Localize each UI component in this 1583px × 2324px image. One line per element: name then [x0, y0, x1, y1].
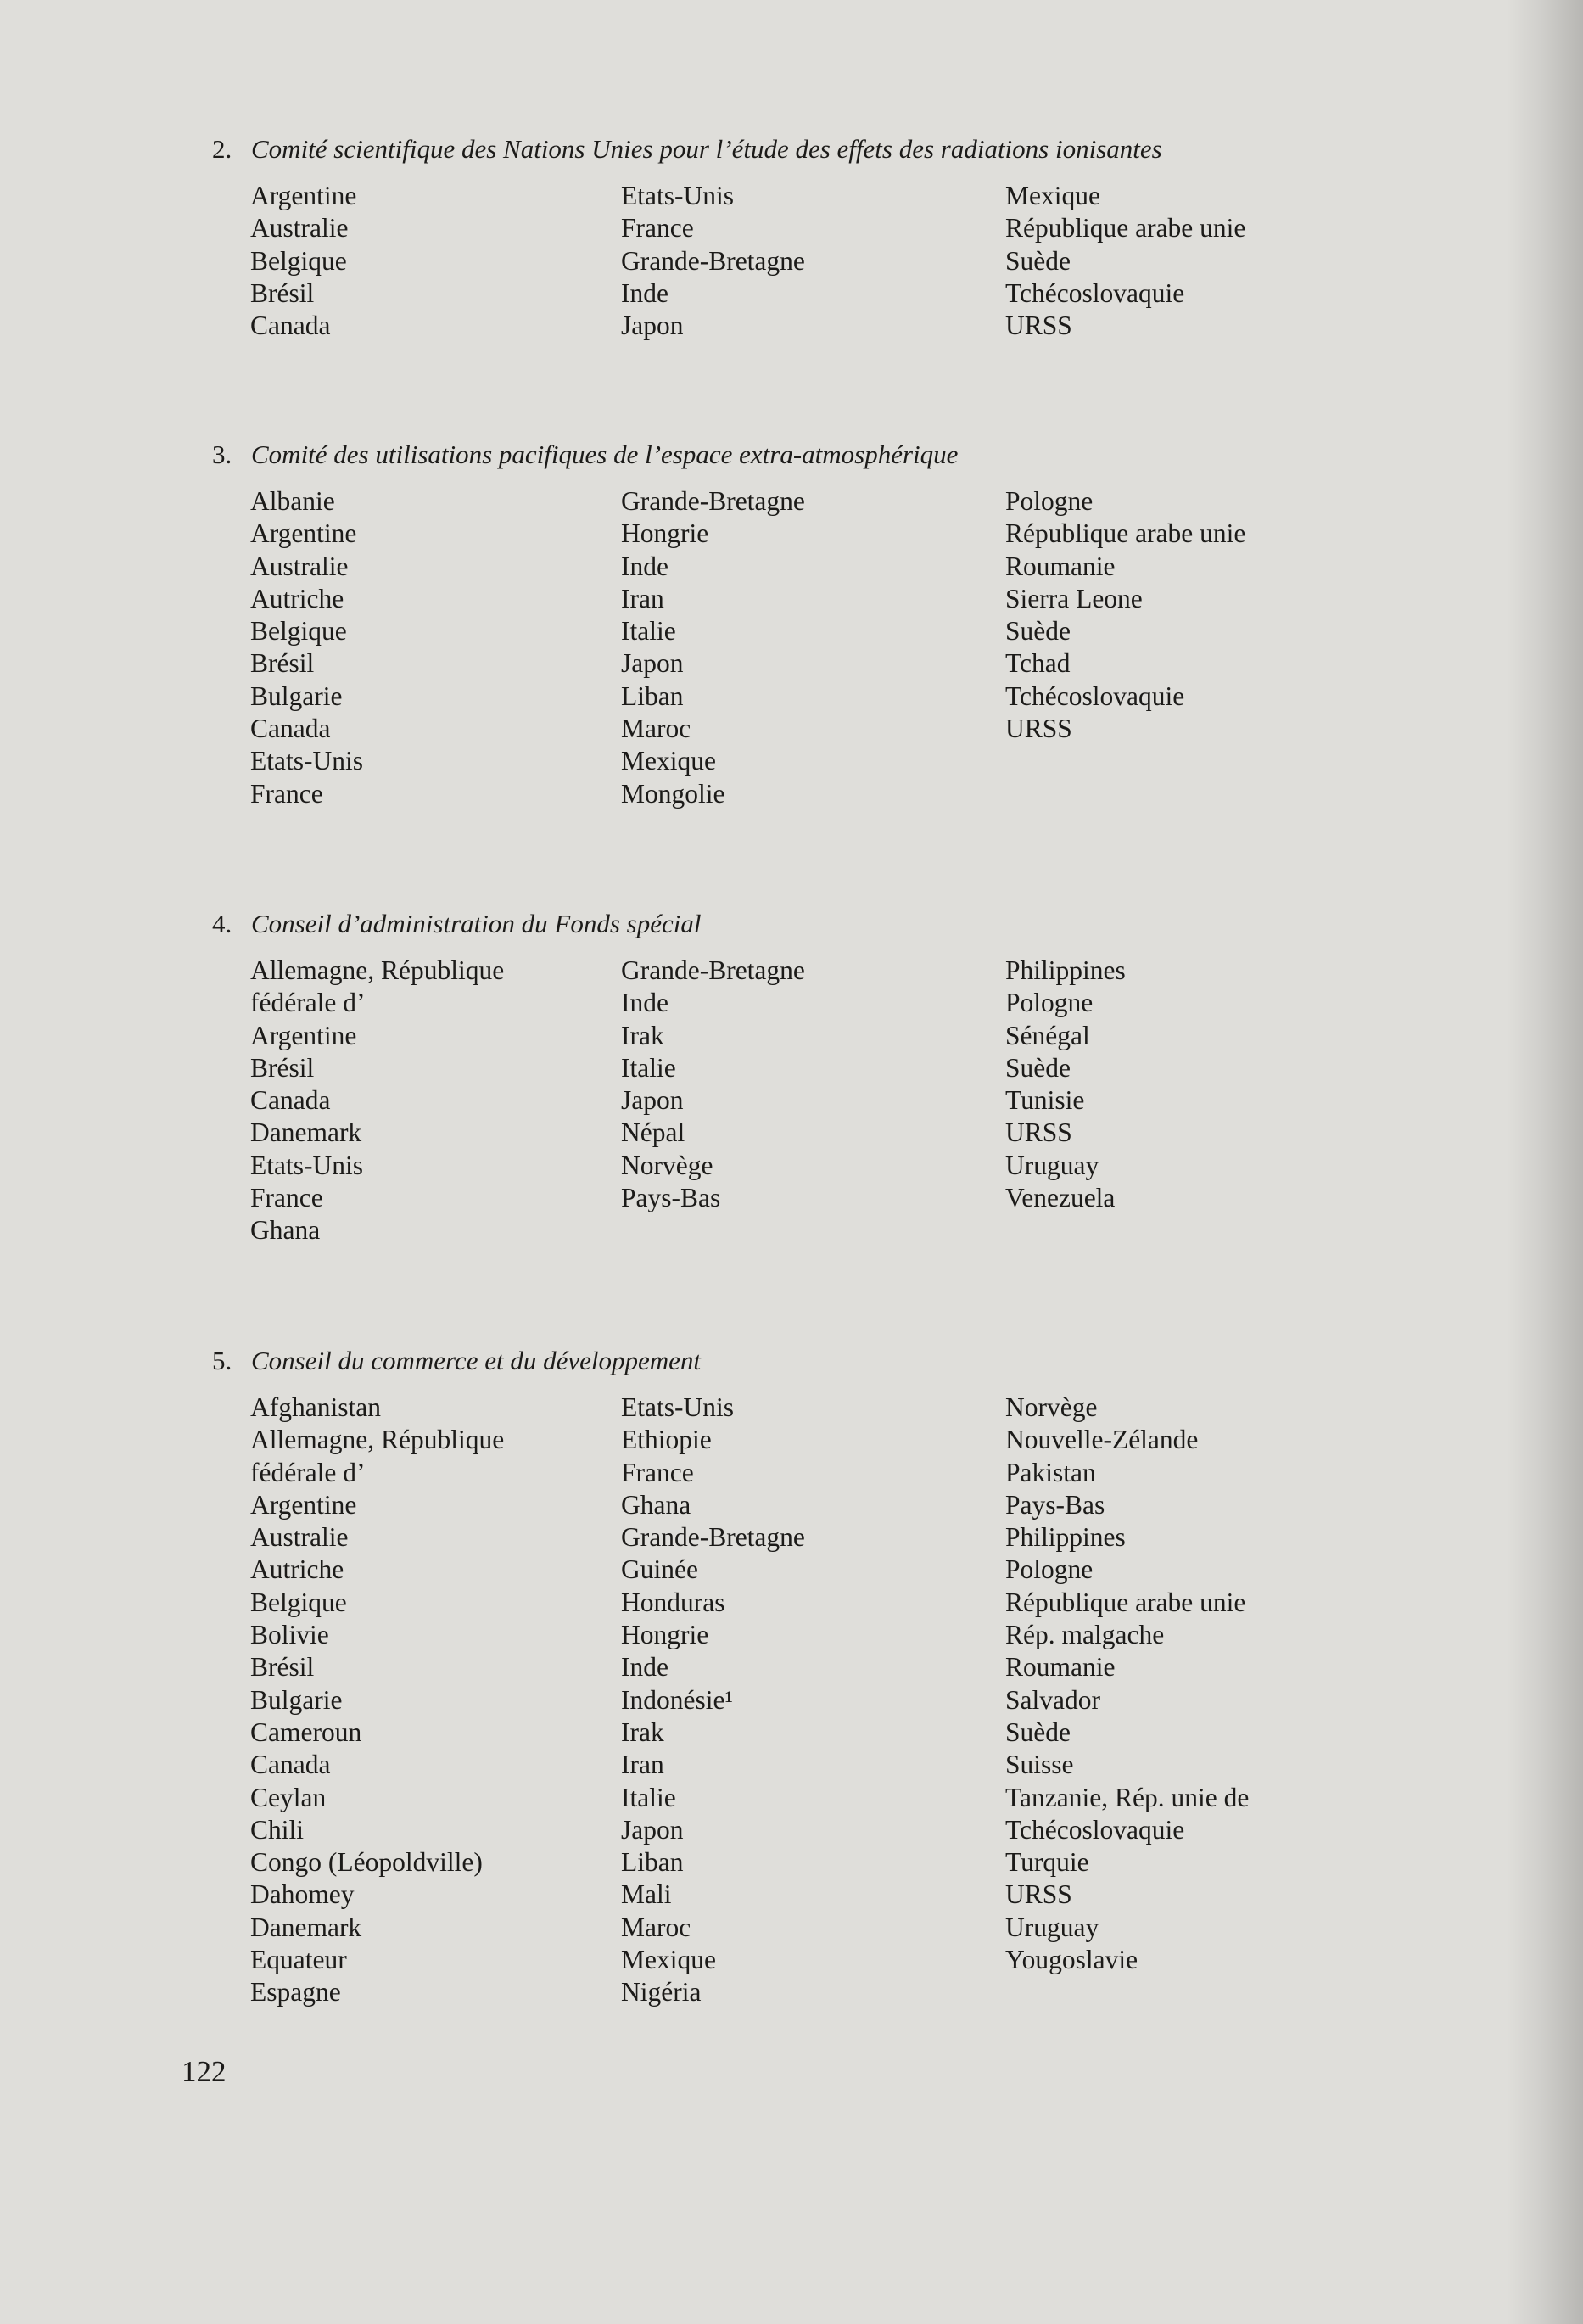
country-entry: Canada	[250, 714, 331, 744]
country-entry: Nigéria	[621, 1977, 702, 2008]
section-heading	[212, 1344, 1400, 1378]
country-entry: Italie	[621, 616, 676, 647]
country-entry: Belgique	[250, 1587, 347, 1617]
country-entry: Suède	[1005, 1716, 1071, 1747]
country-entry: Indonésie¹	[621, 1684, 733, 1715]
section-number: 2.	[212, 134, 232, 164]
country-entry: URSS	[1005, 1117, 1072, 1148]
country-entry: Irak	[621, 1716, 664, 1747]
country-column	[621, 180, 805, 342]
country-entry: Mali	[621, 1879, 672, 1910]
country-entry: Congo (Léopoldville)	[250, 1847, 483, 1878]
country-entry: Argentine	[250, 518, 357, 549]
country-column	[250, 485, 363, 810]
section-number: 4.	[212, 909, 232, 938]
country-column	[1005, 1392, 1249, 1976]
country-entry: Autriche	[250, 583, 344, 613]
country-entry: Inde	[621, 988, 668, 1018]
country-entry: Iran	[621, 1750, 664, 1780]
country-entry: Albanie	[250, 486, 335, 516]
country-entry: Canada	[250, 1750, 331, 1780]
country-entry: Pologne	[1005, 988, 1094, 1018]
country-entry: Grande-Bretagne	[621, 1522, 805, 1553]
country-entry: Pays-Bas	[1005, 1489, 1105, 1520]
country-entry: fédérale d’	[250, 1457, 366, 1487]
country-entry: Norvège	[1005, 1392, 1098, 1422]
binding-shadow	[1507, 0, 1583, 2324]
country-entry: France	[250, 1183, 323, 1213]
country-entry: Brésil	[250, 1052, 315, 1083]
country-entry: Hongrie	[621, 1620, 709, 1650]
country-entry: France	[621, 1457, 694, 1487]
country-entry: Suisse	[1005, 1750, 1074, 1780]
country-entry: Suède	[1005, 616, 1071, 647]
country-entry: Japon	[621, 648, 684, 679]
country-entry: Japon	[621, 1814, 684, 1845]
country-entry: Mexique	[621, 1945, 716, 1975]
country-entry: Roumanie	[1005, 551, 1116, 581]
section-radiations-committee	[212, 132, 1400, 343]
country-column	[1005, 485, 1245, 745]
country-entry: Chili	[250, 1814, 305, 1845]
country-entry: Yougoslavie	[1005, 1945, 1138, 1975]
country-entry: Japon	[621, 1085, 684, 1116]
country-entry: Argentine	[250, 1489, 357, 1520]
country-entry: France	[250, 778, 323, 809]
section-special-fund-council	[212, 907, 1400, 1247]
member-columns	[250, 1392, 1400, 2009]
country-entry: Dahomey	[250, 1879, 355, 1910]
country-entry: Grande-Bretagne	[621, 486, 805, 516]
country-entry: Argentine	[250, 1020, 357, 1050]
country-entry: Inde	[621, 1652, 668, 1683]
country-entry: Suède	[1005, 245, 1071, 276]
country-column	[621, 955, 805, 1214]
country-entry: Inde	[621, 277, 668, 308]
section-title: Comité scientifique des Nations Unies pour l’étude des effets des radiations ionisantes	[251, 134, 1162, 164]
country-entry: Maroc	[621, 714, 691, 744]
section-number: 3.	[212, 440, 232, 469]
country-entry: Philippines	[1005, 1522, 1126, 1553]
country-entry: Uruguay	[1005, 1912, 1099, 1942]
section-title: Conseil d’administration du Fonds spécial	[251, 909, 702, 938]
country-entry: Japon	[621, 311, 684, 341]
country-entry: Canada	[250, 1085, 331, 1116]
country-entry: Ghana	[250, 1215, 321, 1246]
country-entry: Hongrie	[621, 518, 709, 549]
country-entry: Bulgarie	[250, 1684, 343, 1715]
section-heading	[212, 132, 1400, 166]
country-entry: URSS	[1005, 1879, 1072, 1910]
country-entry: Tunisie	[1005, 1085, 1085, 1116]
country-entry: Danemark	[250, 1117, 362, 1148]
country-entry: Guinée	[621, 1554, 698, 1585]
country-entry: Grande-Bretagne	[621, 245, 805, 276]
country-entry: Uruguay	[1005, 1150, 1099, 1180]
country-entry: Australie	[250, 551, 349, 581]
country-entry: URSS	[1005, 714, 1072, 744]
country-entry: Canada	[250, 311, 331, 341]
country-entry: Pologne	[1005, 1554, 1094, 1585]
country-entry: Brésil	[250, 1652, 315, 1683]
country-entry: Rép. malgache	[1005, 1620, 1165, 1650]
country-entry: Belgique	[250, 245, 347, 276]
member-columns	[250, 180, 1400, 343]
country-entry: Afghanistan	[250, 1392, 381, 1422]
country-entry: Népal	[621, 1117, 685, 1148]
country-entry: Brésil	[250, 277, 315, 308]
country-column	[250, 1392, 504, 2009]
country-entry: Ceylan	[250, 1782, 327, 1812]
country-entry: Pays-Bas	[621, 1183, 721, 1213]
country-entry: Cameroun	[250, 1716, 362, 1747]
country-entry: Tchad	[1005, 648, 1071, 679]
country-entry: Pakistan	[1005, 1457, 1096, 1487]
country-entry: Mexique	[1005, 181, 1100, 210]
country-entry: Nouvelle-Zélande	[1005, 1425, 1199, 1455]
country-entry: Mexique	[621, 746, 716, 776]
country-entry: Allemagne, République	[250, 955, 505, 985]
member-columns	[250, 485, 1400, 810]
country-entry: Roumanie	[1005, 1652, 1116, 1683]
page-number: 122	[182, 2055, 227, 2088]
country-column	[1005, 955, 1126, 1214]
member-columns	[250, 955, 1400, 1247]
section-title: Comité des utilisations pacifiques de l’espace extra-atmosphérique	[251, 440, 959, 469]
country-entry: Philippines	[1005, 955, 1126, 985]
country-entry: Norvège	[621, 1150, 713, 1180]
country-entry: Tchécoslovaquie	[1005, 277, 1185, 308]
country-entry: Inde	[621, 551, 668, 581]
country-entry: République arabe unie	[1005, 518, 1246, 549]
country-entry: Bulgarie	[250, 680, 343, 711]
country-entry: Italie	[621, 1052, 676, 1083]
country-entry: Italie	[621, 1782, 676, 1812]
country-entry: Australie	[250, 1522, 349, 1553]
section-number: 5.	[212, 1346, 232, 1375]
country-entry: France	[621, 213, 694, 244]
country-column	[250, 180, 356, 342]
country-entry: fédérale d’	[250, 988, 366, 1018]
country-entry: Sénégal	[1005, 1020, 1090, 1050]
country-entry: Liban	[621, 1847, 684, 1878]
country-entry: Equateur	[250, 1945, 347, 1975]
country-entry: Turquie	[1005, 1847, 1089, 1878]
section-title: Conseil du commerce et du développement	[251, 1346, 701, 1375]
country-entry: Ghana	[621, 1489, 691, 1520]
country-column	[1005, 180, 1245, 342]
country-entry: Ethiopie	[621, 1425, 712, 1455]
country-entry: Salvador	[1005, 1684, 1100, 1715]
country-entry: Australie	[250, 213, 349, 244]
country-entry: Pologne	[1005, 486, 1094, 516]
country-entry: Danemark	[250, 1912, 362, 1942]
country-entry: Grande-Bretagne	[621, 955, 805, 985]
country-entry: Honduras	[621, 1587, 725, 1617]
section-trade-development-board	[212, 1344, 1400, 2009]
country-entry: Tchécoslovaquie	[1005, 680, 1185, 711]
country-entry: Liban	[621, 680, 684, 711]
section-outer-space-committee	[212, 438, 1400, 810]
country-entry: Maroc	[621, 1912, 691, 1942]
country-entry: Sierra Leone	[1005, 583, 1143, 613]
country-entry: Allemagne, République	[250, 1425, 505, 1455]
country-entry: Tanzanie, Rép. unie de	[1005, 1782, 1250, 1812]
country-entry: URSS	[1005, 311, 1072, 341]
section-heading	[212, 438, 1400, 472]
country-entry: Argentine	[250, 181, 357, 210]
country-entry: Tchécoslovaquie	[1005, 1814, 1185, 1845]
country-entry: Irak	[621, 1020, 664, 1050]
country-entry: Autriche	[250, 1554, 344, 1585]
country-entry: République arabe unie	[1005, 213, 1246, 244]
country-entry: Bolivie	[250, 1620, 329, 1650]
country-entry: République arabe unie	[1005, 1587, 1246, 1617]
country-column	[621, 1392, 805, 2009]
country-entry: Espagne	[250, 1977, 341, 2008]
country-column	[621, 485, 805, 810]
country-entry: Iran	[621, 583, 664, 613]
country-entry: Etats-Unis	[250, 746, 363, 776]
country-entry: Mongolie	[621, 778, 725, 809]
country-entry: Etats-Unis	[250, 1150, 363, 1180]
country-entry: Brésil	[250, 648, 315, 679]
country-entry: Etats-Unis	[621, 1392, 734, 1422]
country-entry: Belgique	[250, 616, 347, 647]
section-heading	[212, 907, 1400, 941]
country-column	[250, 955, 504, 1247]
country-entry: Venezuela	[1005, 1183, 1116, 1213]
country-entry: Suède	[1005, 1052, 1071, 1083]
country-entry: Etats-Unis	[621, 181, 734, 210]
